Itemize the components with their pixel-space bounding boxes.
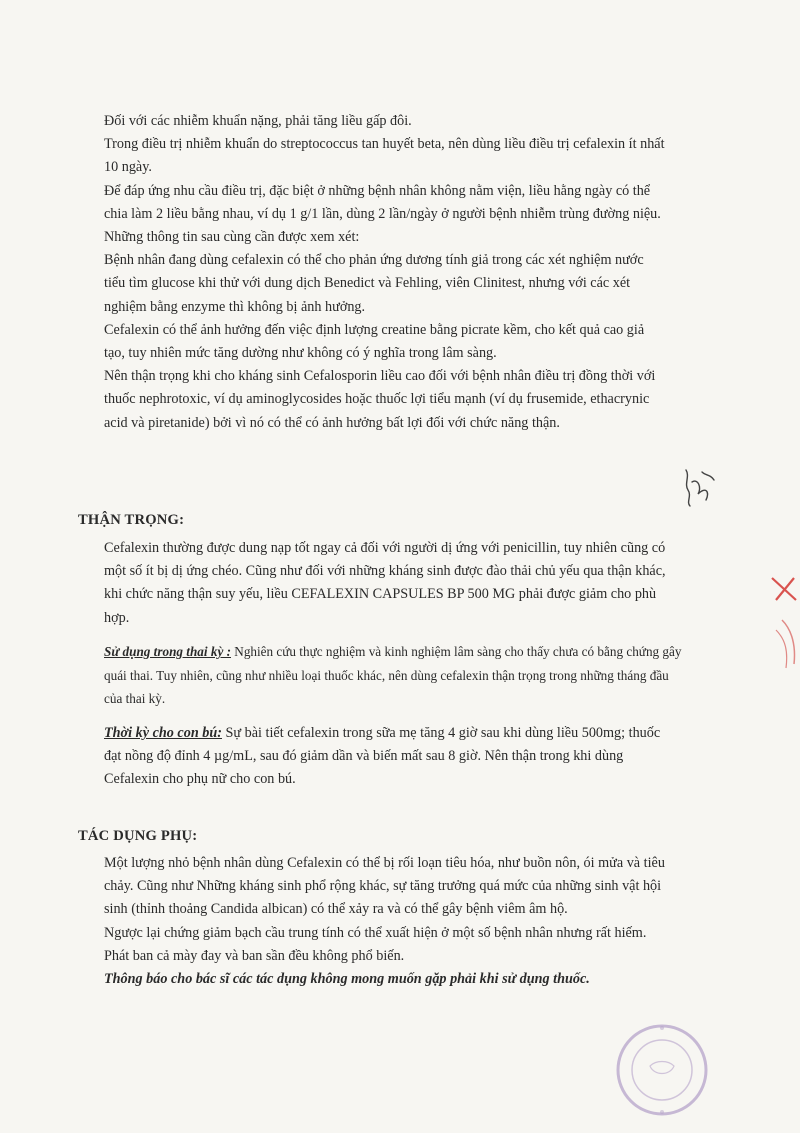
side-effects-line3: sinh (thỉnh thoảng Candida albican) có thể xảy ra và có thể gây bệnh viêm âm hộ. xyxy=(104,901,568,918)
dosage-notes xyxy=(104,110,718,435)
caution-section xyxy=(104,537,718,630)
paragraph-false-positive-line2: tiểu tìm glucose khi thử với dung dịch Benedict và Fehling, viên Clinitest, nhưng với các xét xyxy=(104,275,631,292)
paragraph-nephrotoxic-line2: thuốc nephrotoxic, ví dụ aminoglycosides hoặc thuốc lợi tiểu mạnh (ví dụ frusemide, ethacrynic xyxy=(104,391,650,408)
pregnancy-text: Nghiên cứu thực nghiệm và kinh nghiệm lâm sàng cho thấy chưa có bằng chứng gây xyxy=(231,644,682,659)
paragraph-creatine-line1: Cefalexin có thể ảnh hưởng đến việc định lượng creatine bằng picrate kềm, cho kết quả cao giả xyxy=(104,321,645,338)
paragraph-false-positive-line1: Bệnh nhân đang dùng cefalexin có thể cho phản ứng dương tính giả trong các xét nghiệm nước xyxy=(104,252,644,269)
pregnancy-line3: của thai kỳ. xyxy=(104,691,166,706)
paragraph-false-positive-line3: nghiệm bằng enzyme thì không bị ảnh hưởng. xyxy=(104,298,366,315)
paragraph-daily-dose-line2: chia làm 2 liều bằng nhau, ví dụ 1 g/1 lần, dùng 2 lần/ngày ở người bệnh nhiễm trùng đường niệu. xyxy=(104,205,661,222)
caution-line4: hợp. xyxy=(104,609,130,626)
paragraph-nephrotoxic-line1: Nên thận trọng khi cho kháng sinh Cefalosporin liều cao đối với bệnh nhân điều trị đồng thời với xyxy=(104,368,656,385)
lactation-text: Sự bài tiết cefalexin trong sữa mẹ tăng 4 giờ sau khi dùng liều 500mg; thuốc xyxy=(221,725,661,741)
lactation-line2: đạt nồng độ đỉnh 4 µg/mL, sau đó giảm dần và biến mất sau 8 giờ. Nên thận trong khi dùng xyxy=(104,748,624,765)
side-effects-notice: Thông báo cho bác sĩ các tác dụng không mong muốn gặp phải khi sử dụng thuốc. xyxy=(104,971,590,988)
caution-line2: một số ít bị dị ứng chéo. Cũng như đối với những kháng sinh được đào thải chủ yếu qua thận khác, xyxy=(104,563,666,580)
paragraph-severe-infections: Đối với các nhiễm khuẩn nặng, phải tăng liều gấp đôi. xyxy=(104,113,412,129)
side-effects-line2: chảy. Cũng như Những kháng sinh phổ rộng khác, sự tăng trưởng quá mức của những sinh vật hội xyxy=(104,878,662,895)
pregnancy-section xyxy=(104,640,718,711)
caution-line1: Cefalexin thường được dung nạp tốt ngay cả đối với người dị ứng với penicillin, tuy nhiên cũng có xyxy=(104,540,666,556)
paragraph-considerations: Những thông tin sau cùng cần được xem xét: xyxy=(104,229,360,246)
caution-line3: khi chức năng thận suy yếu, liều CEFALEXIN CAPSULES BP 500 MG phải được giảm cho phù xyxy=(104,586,657,603)
section-heading-side-effects: TÁC DỤNG PHỤ: xyxy=(78,828,198,844)
company-seal xyxy=(612,1020,712,1120)
paragraph-nephrotoxic-line3: acid và piretanide) bởi vì nó có thể có ảnh hưởng bất lợi đối với chức năng thận. xyxy=(104,414,560,431)
lactation-section xyxy=(104,722,718,792)
lactation-label: Thời kỳ cho con bú: xyxy=(104,725,222,741)
side-effects-line1: Một lượng nhỏ bệnh nhân dùng Cefalexin có thể bị rối loạn tiêu hóa, như buồn nôn, ói mửa và tiêu xyxy=(104,855,665,871)
pregnancy-line2: quái thai. Tuy nhiên, cũng như nhiều loại thuốc khác, nên dùng cefalexin thận trọng trong những tháng đầu xyxy=(104,667,669,683)
side-effects-neutropenia: Ngược lại chứng giảm bạch cầu trung tính có thể xuất hiện ở một số bệnh nhân nhưng rất hiếm. xyxy=(104,924,647,941)
section-heading-caution: THẬN TRỌNG: xyxy=(78,512,185,528)
lactation-line3: Cefalexin cho phụ nữ cho con bú. xyxy=(104,771,296,788)
paragraph-creatine-line2: tạo, tuy nhiên mức tăng dường như không có ý nghĩa trong lâm sàng. xyxy=(104,345,497,362)
paragraph-streptococcus-line2: 10 ngày. xyxy=(104,159,152,176)
lactation-line1 xyxy=(104,722,718,745)
side-effects-section xyxy=(104,852,718,991)
side-effects-rash: Phát ban cả mày đay và ban sần đều không phổ biến. xyxy=(104,947,405,964)
paragraph-streptococcus-line1: Trong điều trị nhiễm khuẩn do streptococcus tan huyết beta, nên dùng liều điều trị cefalexin ít nhất xyxy=(104,136,665,153)
pregnancy-line1 xyxy=(104,640,718,664)
paragraph-daily-dose-line1: Để đáp ứng nhu cầu điều trị, đặc biệt ở những bệnh nhân không nằm viện, liều hằng ngày có thể xyxy=(104,182,651,199)
handwritten-signature xyxy=(676,462,720,510)
stamp-fragment xyxy=(752,560,800,680)
pregnancy-label: Sử dụng trong thai kỳ : xyxy=(104,644,231,659)
